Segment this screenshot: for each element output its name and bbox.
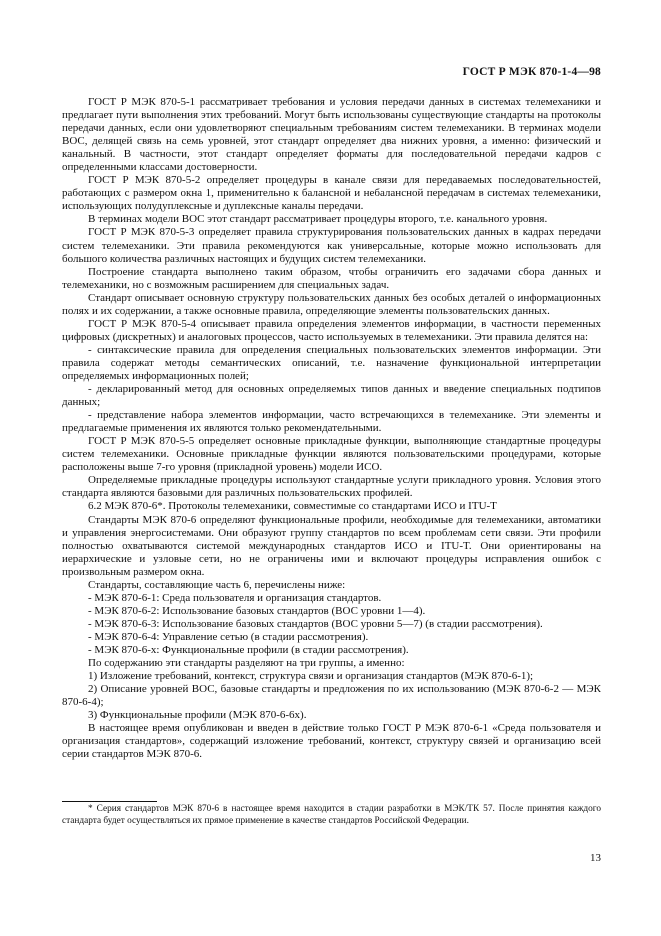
list-item: - МЭК 870-6-3: Использование базовых стандартов (ВОС уровни 5—7) (в стадии рассмотрения).	[88, 617, 543, 630]
paragraph: Стандарты МЭК 870-6 определяют функциональные профили, необходимые для телемеханики, автоматики и управления энергосистемами. Они образуют группу стандартов по всем проблемам сети связи. Эти профили полностью охватываются системой международных стандартов ИСО и ITU-T. Они ориентированы на иерархические и узловые сети, но не ограничены ими и включают процедуры исправления ошибок с произвольным размером окна.	[62, 513, 601, 578]
paragraph: ГОСТ Р МЭК 870-5-2 определяет процедуры в канале связи для передаваемых последовательностей, работающих с размером окна 1, применительно к балансной и небалансной передачам в системах телемеханики, использующих полудуплексные и дуплексные каналы передачи.	[62, 174, 601, 213]
list-item: - МЭК 870-6-2: Использование базовых стандартов (ВОС уровни 1—4).	[88, 604, 426, 617]
paragraph: Построение стандарта выполнено таким образом, чтобы ограничить его задачами сбора данных и телемеханики, но с возможным расширением для специальных задач.	[62, 265, 601, 291]
list-item: - МЭК 870-6-1: Среда пользователя и организация стандартов.	[88, 591, 382, 604]
footnote	[62, 804, 601, 827]
list-item: - МЭК 870-6-4: Управление сетью (в стадии рассмотрения).	[88, 630, 369, 643]
list-item: - декларированный метод для основных определяемых типов данных и введение специальных подтипов данных;	[62, 383, 601, 409]
list-item: - МЭК 870-6-х: Функциональные профили (в стадии рассмотрения).	[88, 643, 409, 656]
section-heading: 6.2 МЭК 870-6*. Протоколы телемеханики, совместимые со стандартами ИСО и ITU-T	[88, 500, 497, 513]
list-item: - синтаксические правила для определения специальных пользовательских элементов информации. Эти правила содержат методы семантических описаний, т.е. назначение функциональной интерпретации определяемых информационных полей;	[62, 343, 601, 382]
page-header-title: ГОСТ Р МЭК 870-1-4—98	[462, 66, 601, 78]
paragraph: Стандарт описывает основную структуру пользовательских данных без особых деталей о информационных полях и их содержании, а также основные правила, определяющие элементы пользовательских данных.	[62, 291, 601, 317]
list-item: - представление набора элементов информации, часто встречающихся в телемеханике. Эти элементы и предлагаемые применения их являются только рекомендательными.	[62, 409, 601, 435]
page-number: 13	[590, 852, 601, 864]
paragraph: ГОСТ Р МЭК 870-5-4 описывает правила определения элементов информации, в частности переменных цифровых (дискретных) и аналоговых процессов, часто используемых в телемеханики. Эти правила делятся на:	[62, 317, 601, 343]
document-body	[62, 96, 601, 761]
list-item: 1) Изложение требований, контекст, структура связи и организация стандартов (МЭК 870-6-1);	[88, 670, 534, 683]
footnote-text: * Серия стандартов МЭК 870-6 в настоящее время находится в стадии разработки в МЭК/ТК 57. После принятия каждого стандарта будет осуществляться их прямое применение в качестве стандартов Российской Федерации.	[62, 804, 601, 826]
paragraph: В настоящее время опубликован и введен в действие только ГОСТ Р МЭК 870-6-1 «Среда пользователя и организация стандартов», содержащий изложение требований, контекст, структуру связей и организацию всей серии стандартов МЭК 870-6.	[62, 722, 601, 761]
footnote-divider	[62, 801, 157, 802]
paragraph: ГОСТ Р МЭК 870-5-3 определяет правила структурирования пользовательских данных в кадрах передачи систем телемеханики. Эти правила рекомендуются как универсальные, которые можно использовать для большого количества различных настоящих и будущих систем телемеханики.	[62, 226, 601, 265]
list-item: 3) Функциональные профили (МЭК 870-6-6х).	[88, 709, 307, 722]
paragraph: Стандарты, составляющие часть 6, перечислены ниже:	[88, 578, 346, 591]
paragraph: ГОСТ Р МЭК 870-5-1 рассматривает требования и условия передачи данных в системах телемеханики и предлагает пути выполнения этих требований. Могут быть использованы существующие стандарты на протоколы передачи данных, если они удовлетворяют специальным требованиям систем телемеханики. В терминах модели ВОС, делящей связь на семь уровней, этот стандарт определяет два нижних уровня, а именно: физический и канальный. В частности, этот стандарт определяет форматы для последовательной передачи кадров с определенными классами достоверности.	[62, 96, 601, 174]
paragraph: Определяемые прикладные процедуры используют стандартные услуги прикладного уровня. Условия этого стандарта являются базовыми для различных пользовательских профилей.	[62, 474, 601, 500]
paragraph: В терминах модели ВОС этот стандарт рассматривает процедуры второго, т.е. канального уровня.	[88, 213, 548, 226]
list-item: 2) Описание уровней ВОС, базовые стандарты и предложения по их использованию (МЭК 870-6-2 — МЭК 870-6-4);	[62, 683, 601, 709]
paragraph: По содержанию эти стандарты разделяют на три группы, а именно:	[88, 657, 405, 670]
paragraph: ГОСТ Р МЭК 870-5-5 определяет основные прикладные функции, выполняющие стандартные процедуры систем телемеханики. Основные прикладные функции являются пользовательскими процедурами, которые расположены выше 7-го уровня (прикладной уровень) модели ИСО.	[62, 435, 601, 474]
